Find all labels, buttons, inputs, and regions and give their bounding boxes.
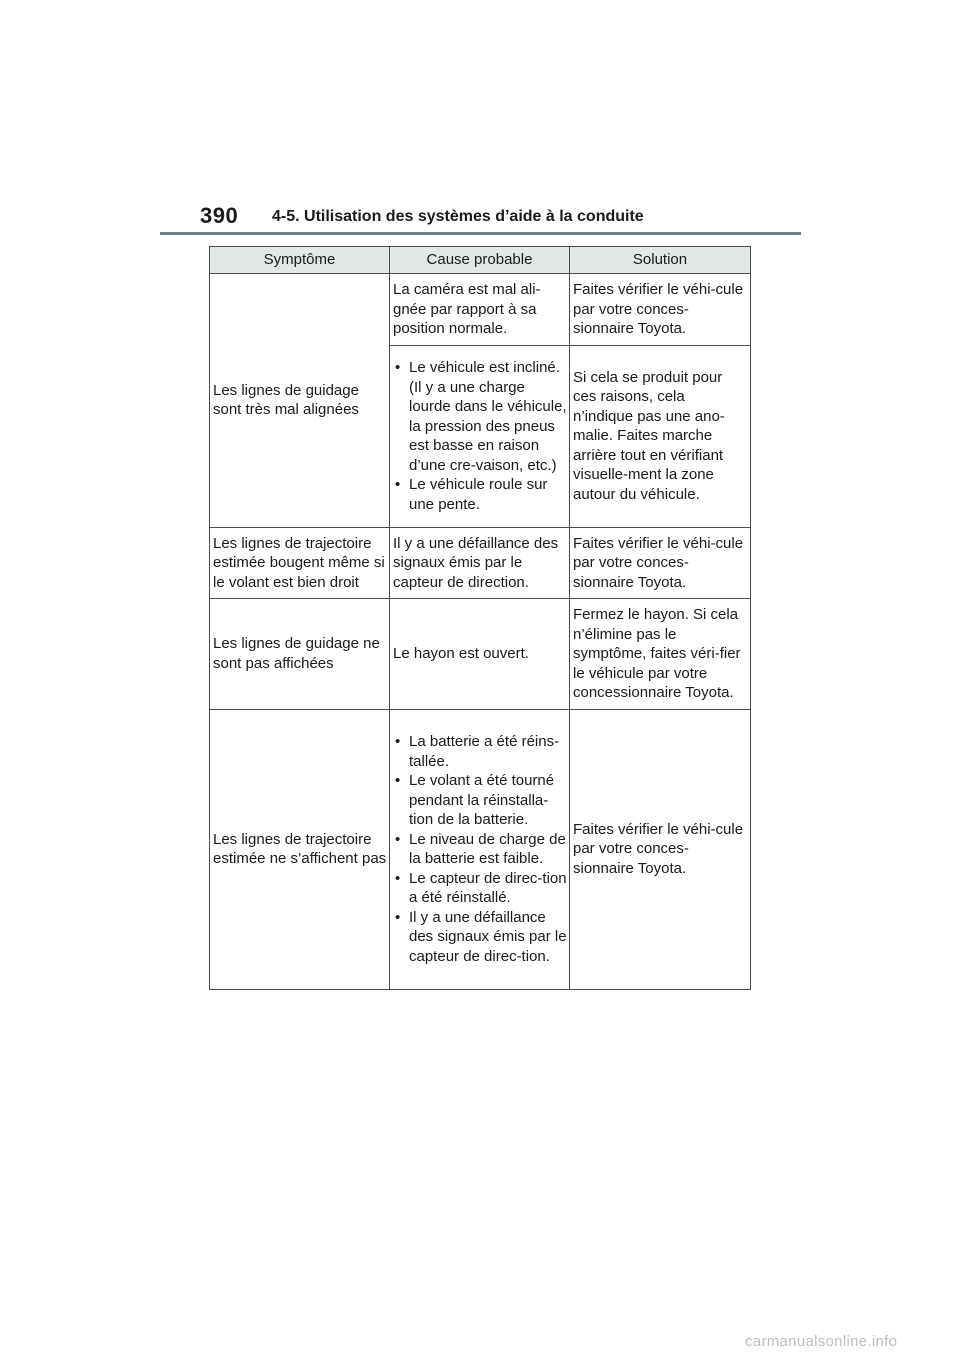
cause-cell: La caméra est mal ali-gnée par rapport à sa position normale. bbox=[390, 274, 570, 346]
cause-list bbox=[393, 358, 567, 514]
symptom-cell: Les lignes de trajectoire estimée ne s’affichent pas bbox=[210, 709, 390, 989]
cause-cell bbox=[390, 709, 570, 989]
cause-list bbox=[393, 732, 567, 966]
column-header-symptom: Symptôme bbox=[210, 247, 390, 274]
table-header-row bbox=[210, 247, 751, 274]
table-row bbox=[210, 274, 751, 346]
cause-list-item: • La batterie a été réins-tallée. bbox=[393, 732, 567, 771]
cause-cell: Le hayon est ouvert. bbox=[390, 599, 570, 710]
cause-cell: Il y a une défaillance des signaux émis par le capteur de direction. bbox=[390, 527, 570, 599]
symptom-cell: Les lignes de guidage sont très mal alignées bbox=[210, 274, 390, 528]
solution-cell: Fermez le hayon. Si cela n’élimine pas le symptôme, faites véri-fier le véhicule par votre concessionnaire Toyota. bbox=[570, 599, 751, 710]
solution-cell: Faites vérifier le véhi-cule par votre conces-sionnaire Toyota. bbox=[570, 527, 751, 599]
cause-list-item: • Il y a une défaillance des signaux émis par le capteur de direc-tion. bbox=[393, 908, 567, 967]
column-header-solution: Solution bbox=[570, 247, 751, 274]
solution-cell: Faites vérifier le véhi-cule par votre conces-sionnaire Toyota. bbox=[570, 274, 751, 346]
watermark-link[interactable]: carmanualsonline.info bbox=[745, 1333, 898, 1350]
cause-cell bbox=[390, 345, 570, 527]
cause-list-item: • Le véhicule roule sur une pente. bbox=[393, 475, 567, 514]
cause-list-item: • Le niveau de charge de la batterie est faible. bbox=[393, 830, 567, 869]
page-number: 390 bbox=[200, 203, 239, 228]
table-row bbox=[210, 599, 751, 710]
symptom-cell: Les lignes de guidage ne sont pas affichées bbox=[210, 599, 390, 710]
cause-list-item: • Le véhicule est incliné. (Il y a une charge lourde dans le véhicule, la pression des pneus est basse en raison d’une cre-vaison, etc.) bbox=[393, 358, 567, 475]
header-divider bbox=[160, 232, 801, 235]
troubleshooting-table bbox=[209, 246, 751, 990]
column-header-cause: Cause probable bbox=[390, 247, 570, 274]
section-title: 4-5. Utilisation des systèmes d’aide à la conduite bbox=[272, 208, 644, 225]
cause-list-item: • Le capteur de direc-tion a été réinstallé. bbox=[393, 869, 567, 908]
solution-cell: Faites vérifier le véhi-cule par votre conces-sionnaire Toyota. bbox=[570, 709, 751, 989]
table-row bbox=[210, 527, 751, 599]
table-row bbox=[210, 709, 751, 989]
cause-list-item: • Le volant a été tourné pendant la réinstalla-tion de la batterie. bbox=[393, 771, 567, 830]
symptom-cell: Les lignes de trajectoire estimée bougent même si le volant est bien droit bbox=[210, 527, 390, 599]
solution-cell: Si cela se produit pour ces raisons, cela n’indique pas une ano-malie. Faites marche arrière tout en vérifiant visuelle-ment la zone autour du véhicule. bbox=[570, 345, 751, 527]
